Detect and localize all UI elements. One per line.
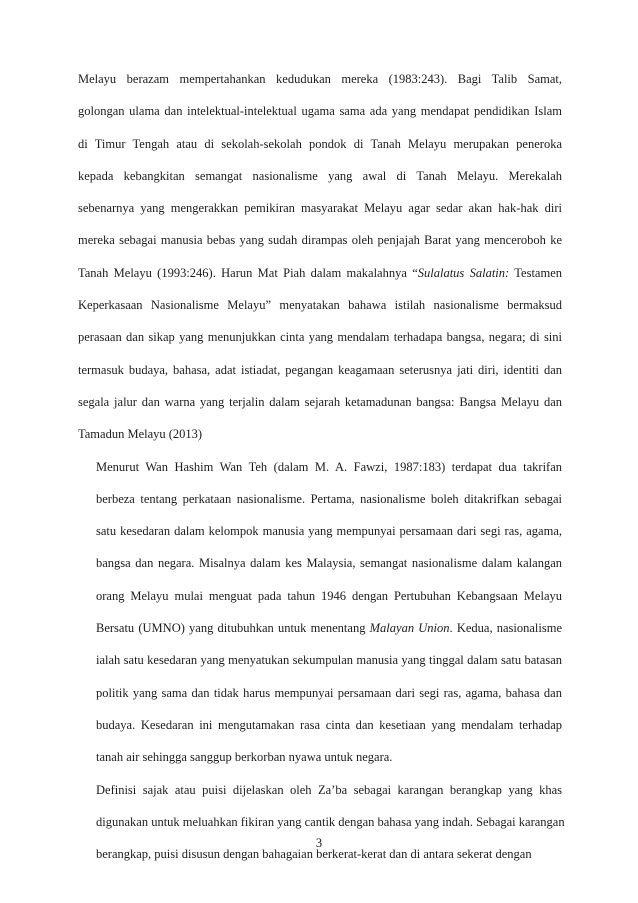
text-line (78, 547, 562, 579)
text-line (78, 709, 562, 741)
text-line (78, 386, 562, 418)
text-run: ialah satu kesedaran yang menyatukan sekumpulan manusia yang tinggal dalam satu batasan (96, 653, 562, 668)
text-line (78, 224, 562, 256)
text-run: Keperkasaan Nasionalisme Melayu” menyatakan bahawa istilah nasionalisme bermaksud (78, 298, 562, 313)
italic-text: Sulalatus Salatin: (417, 265, 510, 280)
text-run: Tanah Melayu (1993:246). Harun Mat Piah dalam makalahnya “ (78, 265, 418, 280)
text-run: digunakan untuk meluahkan fikiran yang cantik dengan bahasa yang indah. Sebagai karangan (96, 814, 565, 829)
text-run: satu kesedaran dalam kelompok manusia yang mempunyai persamaan dari segi ras, agama, (96, 524, 562, 539)
body-text (78, 63, 565, 870)
text-run: Menurut Wan Hashim Wan Teh (dalam M. A. Fawzi, 1987:183) terdapat dua takrifan (96, 459, 562, 474)
text-run: di Timur Tengah atau di sekolah-sekolah pondok di Tanah Melayu merupakan peneroka (78, 136, 562, 151)
text-run: sebenarnya yang mengerakkan pemikiran masyarakat Melayu agar sedar akan hak-hak diri (78, 201, 562, 216)
text-run: berangkap, puisi disusun dengan bahagaian berkerat-kerat dan di antara sekerat dengan (96, 847, 532, 862)
text-run: bangsa dan negara. Misalnya dalam kes Malaysia, semangat nasionalisme dalam kalangan (96, 556, 562, 571)
text-line (78, 128, 562, 160)
text-line (78, 418, 562, 450)
text-line (78, 95, 562, 127)
text-line (78, 806, 565, 838)
text-run: golongan ulama dan intelektual-intelektual ugama sama ada yang mendapat pendidikan Islam (78, 104, 562, 119)
paragraph (78, 774, 565, 871)
text-run: kepada kebangkitan semangat nasionalisme yang awal di Tanah Melayu. Merekalah (78, 168, 562, 183)
text-run: budaya. Kesedaran ini mengutamakan rasa cinta dan kesetiaan yang mendalam terhadap (96, 717, 562, 732)
text-run: segala jalur dan warna yang terjalin dalam sejarah ketamadunan bangsa: Bangsa Melayu dan (78, 394, 562, 409)
paragraph (78, 451, 562, 774)
text-line (78, 515, 562, 547)
text-run: Melayu berazam mempertahankan kedudukan mereka (1983:243). Bagi Talib Samat, (78, 72, 562, 86)
text-run: orang Melayu mulai menguat pada tahun 1946 dengan Pertubuhan Kebangsaan Melayu (96, 588, 562, 603)
text-line (78, 289, 562, 321)
text-line (78, 451, 562, 483)
text-run: politik yang sama dan tidak harus mempunyai persamaan dari segi ras, agama, bahasa dan (96, 685, 562, 700)
text-run: Testamen (509, 265, 563, 280)
text-line (78, 580, 562, 612)
text-line (78, 257, 562, 289)
text-line (78, 741, 562, 773)
text-line (78, 160, 562, 192)
text-run: mereka sebagai manusia bebas yang sudah dirampas oleh penjajah Barat yang menceroboh ke (78, 233, 562, 248)
italic-text: Malayan Union (369, 621, 450, 636)
text-line (78, 192, 562, 224)
text-run: berbeza tentang perkataan nasionalisme. Pertama, nasionalisme boleh ditakrifkan sebagai (96, 491, 562, 506)
text-line (78, 354, 562, 386)
text-line (78, 677, 562, 709)
text-run: Bersatu (UMNO) yang ditubuhkan untuk menentang (96, 621, 370, 636)
text-run: perasaan dan sikap yang menunjukkan cinta yang mendalam terhadapa bangsa, negara; di sini (78, 330, 562, 345)
text-run: Tamadun Melayu (2013) (78, 427, 203, 442)
text-line (78, 483, 562, 515)
text-run: tanah air sehingga sanggup berkorban nyawa untuk negara. (96, 750, 393, 765)
text-run: . Kedua, nasionalisme (449, 621, 563, 636)
text-run: termasuk budaya, bahasa, adat istiadat, pegangan keagamaan seterusnya jati diri, identiti dan (78, 362, 562, 377)
text-line (78, 644, 562, 676)
paragraph (78, 63, 562, 451)
text-run: Definisi sajak atau puisi dijelaskan oleh Za’ba sebagai karangan berangkap yang khas (96, 782, 562, 797)
text-line (78, 612, 562, 644)
text-line (78, 774, 562, 806)
text-line (78, 321, 562, 353)
page-number: 3 (315, 836, 323, 850)
text-line (78, 63, 562, 95)
